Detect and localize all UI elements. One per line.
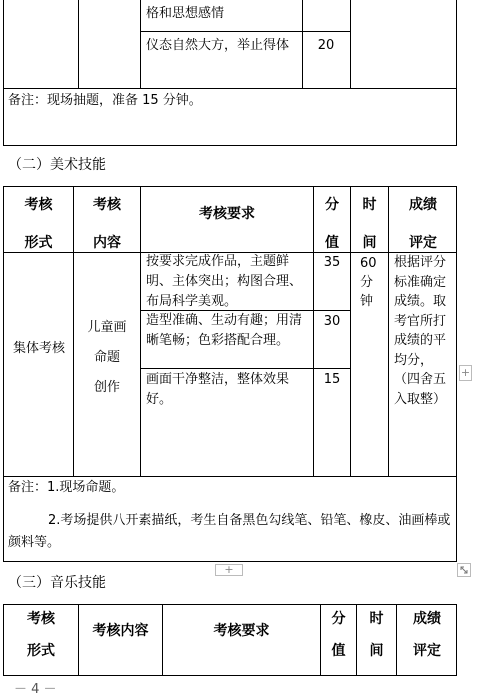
add-column-button[interactable]: + (215, 564, 243, 576)
header-content: 考核内容 (92, 623, 149, 639)
header-score: 分 (325, 197, 339, 213)
time-cell: 60分钟 (360, 256, 377, 309)
score-cell: 30 (323, 314, 341, 329)
header-requirement: 考核要求 (213, 623, 270, 639)
header-grade: 评定 (413, 643, 441, 659)
requirement-cell: 按要求完成作品，主题鲜明、主体突出；构图合理、布局科学美观。 (146, 254, 303, 309)
section-heading: （三）音乐技能 (8, 575, 106, 591)
header-form: 形式 (27, 643, 55, 659)
header-grade: 评定 (409, 235, 437, 251)
score-cell: 35 (323, 255, 341, 270)
form-cell: 集体考核 (12, 341, 65, 356)
grade-cell: 根据评分标准确定成绩。取考官所打成绩的平均分，（四舍五入取整） (394, 255, 447, 407)
add-row-button[interactable]: + (460, 366, 471, 379)
header-time: 时 (362, 197, 377, 213)
requirement-cell: 造型准确、生动有趣；用清晰笔畅；色彩搭配合理。 (146, 313, 303, 348)
header-form: 考核 (24, 197, 53, 213)
header-requirement: 考核要求 (199, 206, 255, 222)
header-score: 值 (331, 643, 346, 659)
header-score: 值 (325, 235, 339, 251)
header-time: 时 (369, 611, 384, 627)
requirement-cell: 画面干净整洁，整体效果好。 (146, 372, 290, 407)
requirement-cell: 仪态自然大方，举止得体 (146, 38, 290, 53)
header-grade: 成绩 (413, 611, 441, 627)
header-grade: 成绩 (409, 197, 437, 213)
content-line: 儿童画 (87, 320, 127, 335)
header-score: 分 (331, 611, 346, 627)
content-line: 创作 (93, 380, 120, 395)
table-note: 备注：1.现场命题。 (8, 480, 125, 495)
header-content: 考核 (93, 197, 121, 213)
header-form: 考核 (27, 611, 55, 627)
table-note: 2.考场提供八开素描纸，考生自备黑色勾线笔、铅笔、橡皮、油画棒或颜料等。 (8, 513, 451, 550)
header-form: 形式 (24, 235, 53, 251)
content-line: 命题 (93, 350, 120, 365)
table-note: 备注：现场抽题，准备 15 分钟。 (8, 93, 202, 108)
header-time: 间 (369, 643, 384, 659)
header-content: 内容 (93, 235, 121, 251)
page-number: － 4 － (14, 682, 57, 697)
resize-handle-icon[interactable] (457, 563, 471, 577)
score-cell: 15 (323, 372, 341, 387)
header-time: 间 (362, 235, 377, 251)
score-cell: 20 (317, 38, 335, 53)
section-heading: （二）美术技能 (8, 157, 106, 173)
requirement-cell: 格和思想感情 (146, 6, 225, 21)
